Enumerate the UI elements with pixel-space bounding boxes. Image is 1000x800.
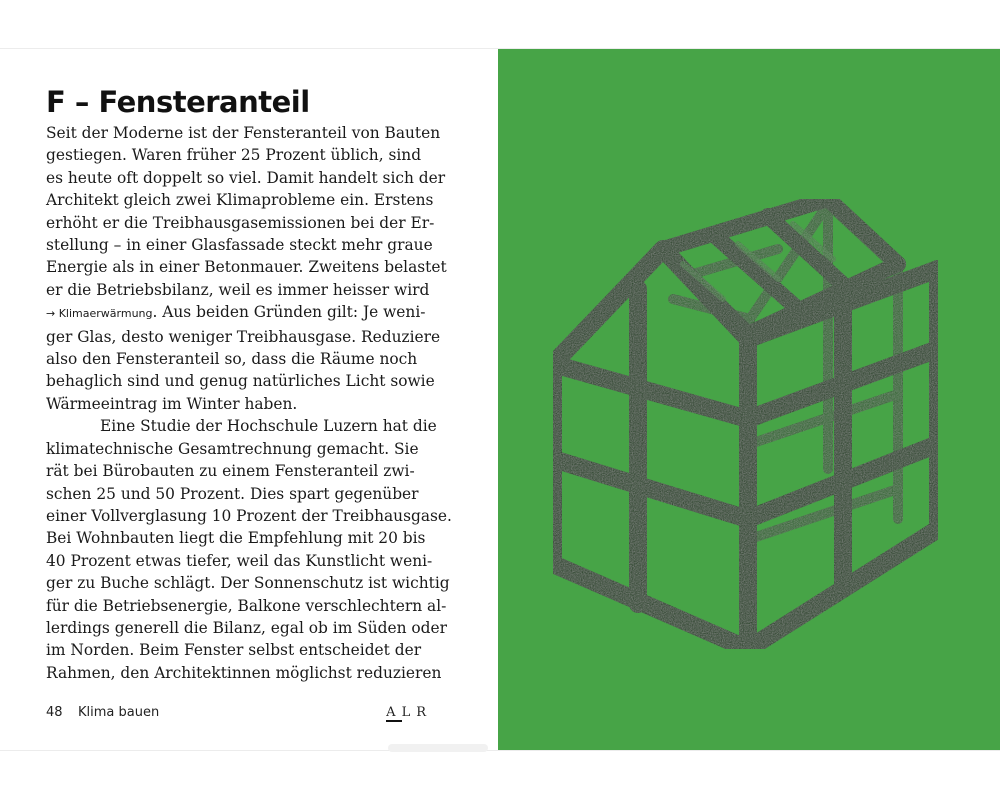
bottom-divider xyxy=(0,750,1000,751)
body-line: Wärmeeintrag im Winter haben. xyxy=(46,394,298,413)
body-line: behaglich sind und genug natürliches Licht sowie xyxy=(46,372,435,391)
body-line: 40 Prozent etwas tiefer, weil das Kunstlicht weni- xyxy=(46,551,433,570)
body-line: ger zu Buche schlägt. Der Sonnenschutz ist wichtig xyxy=(46,574,450,593)
body-line: rät bei Bürobauten zu einem Fensteranteil zwi- xyxy=(46,462,415,481)
body-text xyxy=(46,122,452,684)
nav-l[interactable]: L xyxy=(401,705,417,720)
greenhouse-icon xyxy=(498,49,1000,750)
body-line: stellung – in einer Glasfassade steckt mehr graue xyxy=(46,236,433,255)
body-line: klimatechnische Gesamtrechnung gemacht. Sie xyxy=(46,439,419,458)
body-line: Bei Wohnbauten liegt die Empfehlung mit 20 bis xyxy=(46,529,426,548)
body-line: schen 25 und 50 Prozent. Dies spart gegenüber xyxy=(46,484,419,503)
body-line: lerdings generell die Bilanz, egal ob im Süden oder xyxy=(46,618,447,637)
body-line: Rahmen, den Architektinnen möglichst reduzieren xyxy=(46,663,442,682)
illustration-page xyxy=(498,49,1000,750)
body-line: Architekt gleich zwei Klimaprobleme ein. Erstens xyxy=(46,191,434,210)
body-line: einer Vollverglasung 10 Prozent der Treibhausgase. xyxy=(46,506,452,525)
body-line: also den Fensteranteil so, dass die Räume noch xyxy=(46,350,418,369)
chapter-nav xyxy=(386,705,432,720)
body-line: gestiegen. Waren früher 25 Prozent üblich, sind xyxy=(46,146,422,165)
body-line: im Norden. Beim Fenster selbst entscheidet der xyxy=(46,641,422,660)
page-number: 48 xyxy=(46,705,63,720)
nav-a[interactable]: A xyxy=(386,705,402,720)
page-footer xyxy=(46,705,436,725)
body-line: es heute oft doppelt so viel. Damit handelt sich der xyxy=(46,168,446,187)
page-heading: F – Fensteranteil xyxy=(46,85,310,119)
body-line: ger Glas, desto weniger Treibhausgase. Reduziere xyxy=(46,327,441,346)
horizontal-scrollbar[interactable] xyxy=(388,744,488,752)
body-line: Energie als in einer Betonmauer. Zweitens belastet xyxy=(46,258,447,277)
xref-link-klimaerwaermung[interactable]: → Klimaerwärmung xyxy=(46,307,153,321)
book-title: Klima bauen xyxy=(78,705,160,720)
body-line: Seit der Moderne ist der Fensteranteil von Bauten xyxy=(46,124,441,142)
body-line: erhöht er die Treibhausgasemissionen bei der Er- xyxy=(46,213,435,232)
body-line: Eine Studie der Hochschule Luzern hat die xyxy=(100,417,437,436)
body-line-with-link xyxy=(46,301,436,325)
nav-r[interactable]: R xyxy=(416,705,432,720)
body-line: er die Betriebsbilanz, weil es immer heisser wird xyxy=(46,280,430,299)
body-line: für die Betriebsenergie, Balkone verschlechtern al- xyxy=(46,596,447,615)
body-line-rest: . Aus beiden Gründen gilt: Je weni- xyxy=(152,303,426,322)
